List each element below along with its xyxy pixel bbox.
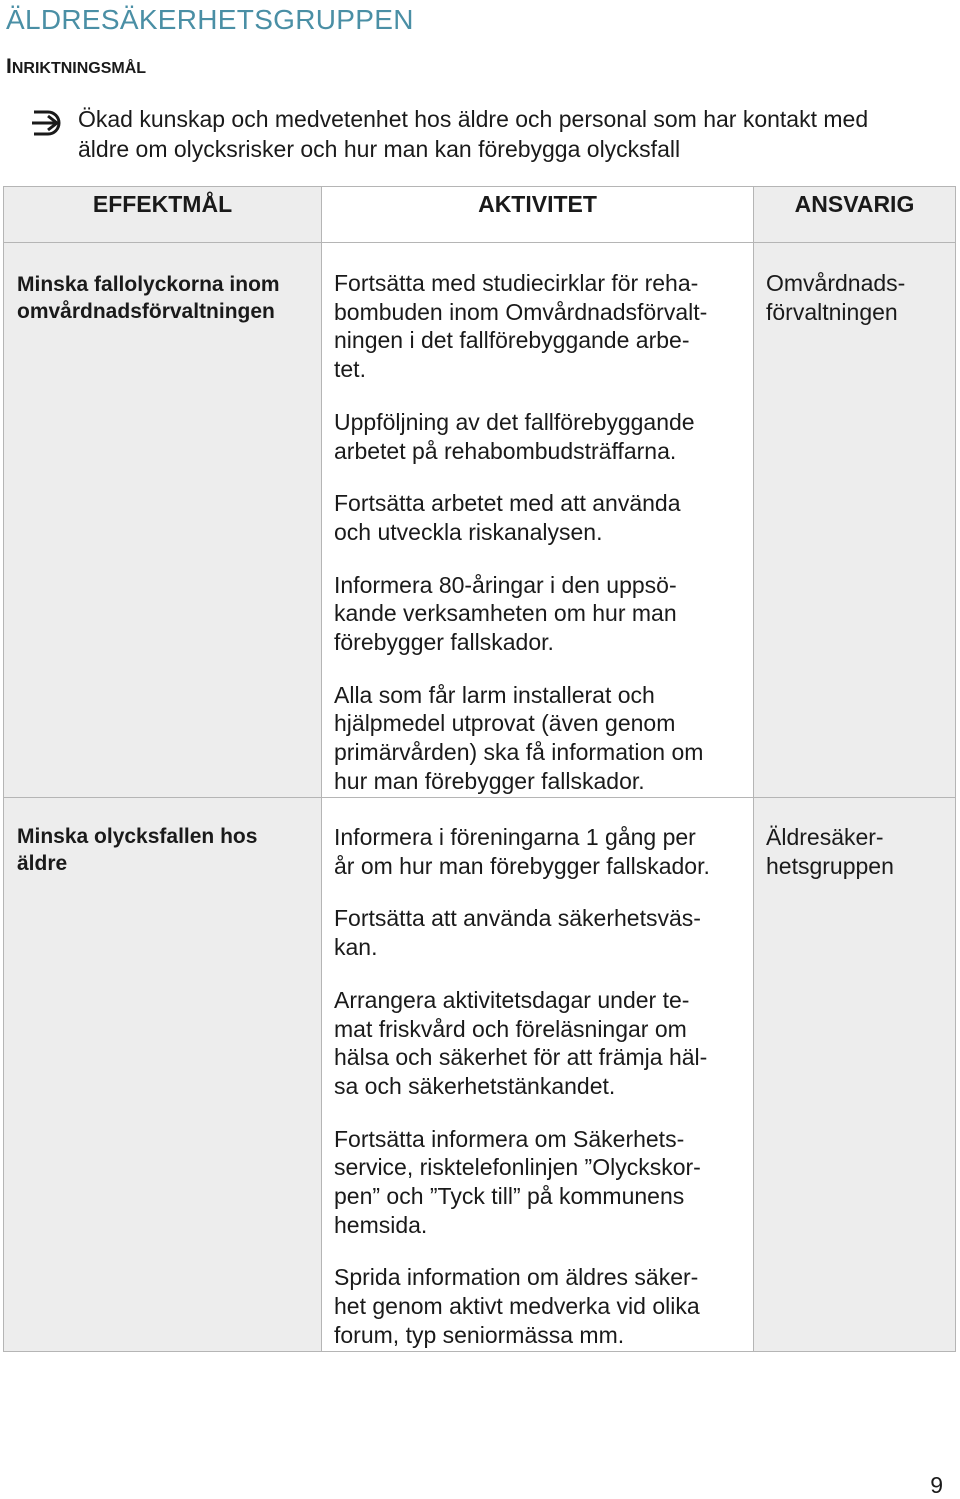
- activity-item: [334, 571, 750, 657]
- aktivitet-cell: [334, 823, 750, 1374]
- activity-line: service, risktelefonlinjen ”Olyckskor-: [334, 1154, 701, 1181]
- header-effektmal: EFFEKTMÅL: [92, 191, 233, 217]
- activity-line: Alla som får larm installerat och: [334, 681, 655, 708]
- ansvarig-line: hetsgruppen: [766, 853, 894, 879]
- ansvarig-line: förvaltningen: [766, 299, 898, 325]
- activity-line: hälsa och säkerhet för att främja häl-: [334, 1044, 708, 1071]
- activity-line: het genom aktivt medverka vid olika: [334, 1293, 700, 1320]
- activity-line: hjälpmedel utprovat (även genom: [334, 710, 676, 737]
- activity-item: [334, 904, 750, 961]
- page-number: 9: [930, 1472, 943, 1498]
- goal-text: [78, 104, 948, 164]
- activity-item: [334, 1263, 750, 1349]
- activity-line: Fortsätta med studiecirklar för reha-: [334, 270, 699, 296]
- activity-line: Fortsätta att använda säkerhetsväs-: [334, 905, 701, 932]
- activity-line: kan.: [334, 934, 378, 961]
- effektmal-line: Minska fallolyckorna inom: [17, 273, 280, 296]
- effektmal-line: omvårdnadsförvaltningen: [17, 300, 275, 323]
- activity-line: sa och säkerhetstänkandet.: [334, 1072, 616, 1099]
- activity-line: förebygger fallskador.: [334, 629, 554, 656]
- activity-line: tet.: [334, 356, 366, 383]
- activity-line: Fortsätta arbetet med att använda: [334, 490, 681, 517]
- activity-line: och utveckla riskanalysen.: [334, 518, 603, 545]
- aktivitet-cell: [334, 269, 750, 820]
- goals-table: [3, 186, 956, 1352]
- ansvarig-line: Äldresäker-: [766, 824, 884, 850]
- activity-item: [334, 1125, 750, 1240]
- activity-item: [334, 408, 750, 465]
- section-heading-rest: NRIKTNINGSMÅL: [11, 60, 147, 77]
- activity-line: bombuden inom Omvårdnadsförvalt-: [334, 298, 708, 325]
- activity-line: forum, typ seniormässa mm.: [334, 1321, 625, 1348]
- goal-statement: [0, 104, 950, 168]
- activity-item: [334, 681, 750, 796]
- activity-line: hur man förebygger fallskador.: [334, 767, 645, 794]
- effektmal-cell: [17, 271, 280, 325]
- activity-line: Sprida information om äldres säker-: [334, 1264, 699, 1291]
- effektmal-column: [4, 187, 322, 1351]
- activity-item: [334, 986, 750, 1101]
- header-aktivitet: AKTIVITET: [478, 191, 597, 217]
- ansvarig-column: [753, 187, 955, 1351]
- effektmal-cell: [17, 823, 257, 877]
- activity-line: kande verksamheten om hur man: [334, 600, 677, 627]
- activity-line: Fortsätta informera om Säkerhets-: [334, 1125, 685, 1152]
- activity-line: primärvården) ska få information om: [334, 739, 704, 766]
- activity-line: Arrangera aktivitetsdagar under te-: [334, 986, 690, 1013]
- effektmal-line: Minska olycksfallen hos: [17, 825, 258, 848]
- ansvarig-cell: [766, 823, 894, 881]
- activity-line: Informera 80-åringar i den uppsö-: [334, 571, 677, 598]
- ansvarig-line: Omvårdnads-: [766, 270, 906, 296]
- activity-item: [334, 823, 750, 880]
- activity-line: hemsida.: [334, 1211, 428, 1238]
- section-heading-initial: I: [6, 55, 12, 78]
- section-heading: [6, 55, 146, 79]
- page-title: ÄLDRESÄKERHETSGRUPPEN: [6, 4, 414, 35]
- activity-line: arbetet på rehabombudsträffarna.: [334, 437, 677, 464]
- ansvarig-cell: [766, 269, 905, 327]
- activity-line: år om hur man förebygger fallskador.: [334, 852, 710, 879]
- activity-item: [334, 489, 750, 546]
- column-divider: [753, 187, 754, 1351]
- activity-line: mat friskvård och föreläsningar om: [334, 1015, 687, 1042]
- activity-line: ningen i det fallförebyggande arbe-: [334, 327, 690, 354]
- activity-line: Uppföljning av det fallförebyggande: [334, 408, 695, 435]
- goal-line: Ökad kunskap och medvetenhet hos äldre och personal som har kontakt med: [78, 106, 869, 132]
- effektmal-line: äldre: [17, 852, 68, 875]
- header-ansvarig: ANSVARIG: [794, 191, 915, 217]
- goal-line: äldre om olycksrisker och hur man kan förebygga olycksfall: [78, 136, 681, 162]
- activity-line: pen” och ”Tyck till” på kommunens: [334, 1183, 685, 1210]
- right-arrow-icon: [4, 108, 66, 138]
- activity-item: [334, 269, 750, 384]
- column-divider: [321, 187, 322, 1351]
- activity-line: Informera i föreningarna 1 gång per: [334, 824, 696, 850]
